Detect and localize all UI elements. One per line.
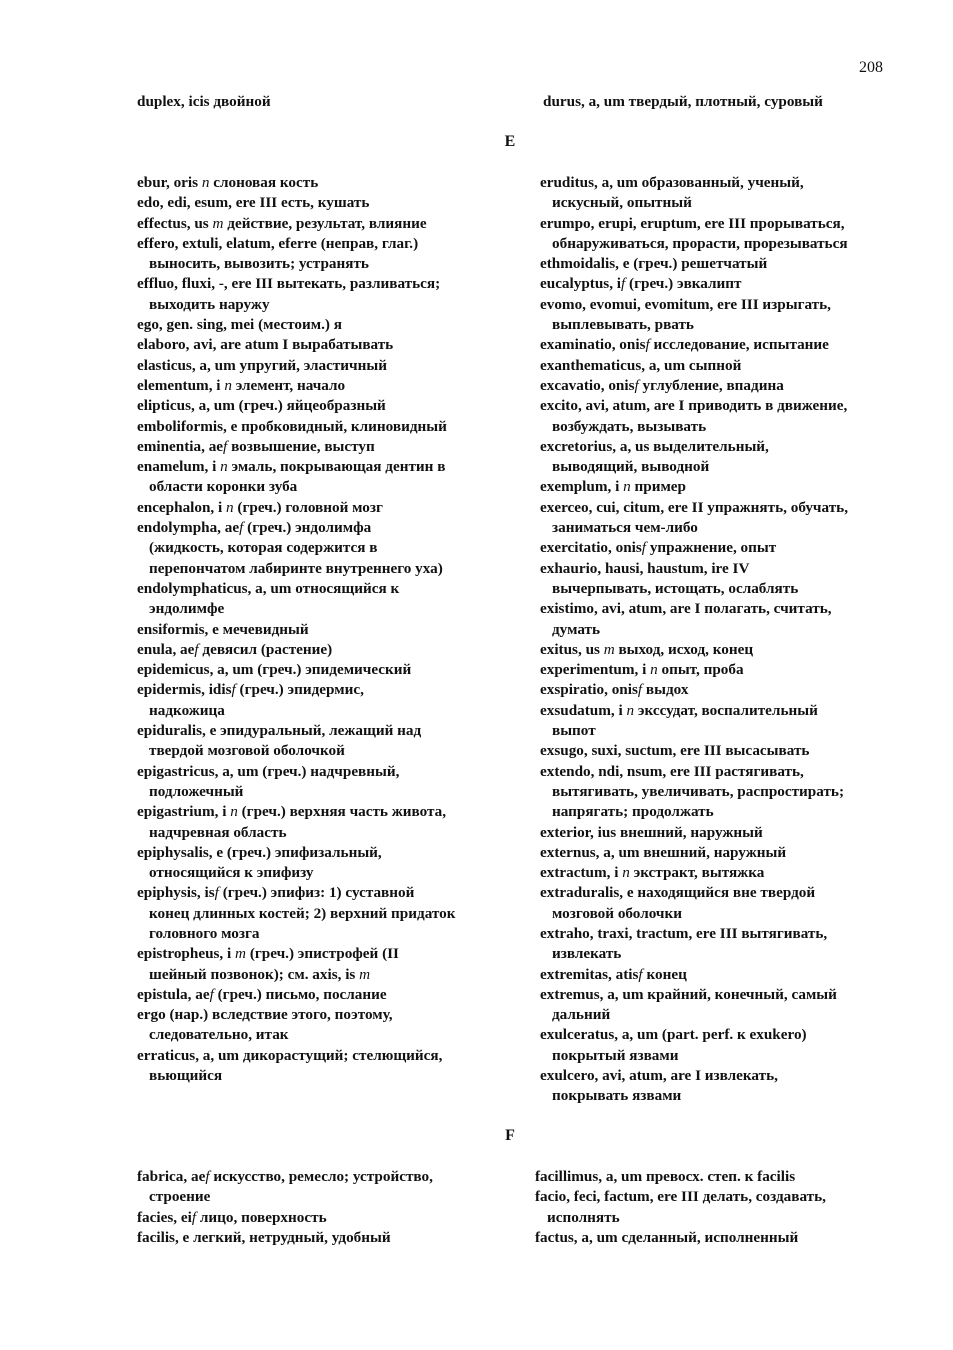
grammatical-gender: n [622,864,630,882]
dictionary-entry: exsugo, suxi, suctum, ere III высасывать [540,742,810,760]
dictionary-entry: factus, a, um сделанный, исполненный [535,1228,799,1246]
grammatical-gender: n [224,376,232,394]
grammatical-gender: n [201,174,210,191]
dictionary-entry: extraduralis, e находящийся вне твердой мозговой оболочки [540,883,900,924]
dictionary-entry: durus, a, um твердый, плотный, суровый [543,93,823,110]
dictionary-entry: exspiratio, onisf выдох [540,681,689,699]
dictionary-entry: epistula, aef (греч.) письмо, послание [137,985,387,1003]
dictionary-entry: exulceratus, a, um (part. perf. к exukero) покрытый язвами [540,1025,900,1066]
entry-continuation-line: строение [149,1188,211,1206]
dictionary-entry: exsudatum, i n экссудат, воспалительный выпот [540,701,900,742]
dictionary-entry: epiphysis, isf (греч.) эпифиз: 1) суставной конец длинных костей; 2) верхний придаток головного мозга [137,883,497,944]
dictionary-entry: eucalyptus, if (греч.) эвкалипт [540,275,742,293]
entry-continuation-line: покрытый язвами [552,1046,679,1064]
grammatical-gender: m [212,214,224,232]
dictionary-entry: ergo (нар.) вследствие этого, поэтому, следовательно, итак [137,1005,497,1046]
grammatical-gender: f [239,519,244,537]
dictionary-entry: encephalon, i n (греч.) головной мозг [137,498,383,516]
dictionary-entry: endolymphaticus, a, um относящийся к эндолимфе [137,579,497,620]
entry-continuation-line: покрывать язвами [552,1087,682,1105]
entry-continuation-line: дальний [552,1006,611,1024]
grammatical-gender: f [191,1208,197,1226]
entry-continuation-line: думать [552,620,601,638]
entry-continuation-line: вычерпывать, истощать, ослаблять [552,579,799,597]
dictionary-entry: effero, extuli, elatum, eferre (неправ, глаг.) выносить, вывозить; устранять [137,234,497,275]
page-number: 208 [859,59,883,76]
entry-continuation-line: головного мозга [149,924,260,942]
entry-continuation-line: возбуждать, вызывать [552,417,707,435]
grammatical-gender: f [621,275,626,293]
dictionary-entry: exulcero, avi, atum, are I извлекать, покрывать язвами [540,1066,900,1107]
entry-continuation-line: относящийся к эпифизу [149,864,314,882]
section-f-left-column [137,1167,497,1248]
grammatical-gender: f [637,681,643,699]
grammatical-gender: n [626,701,635,719]
dictionary-entry: erraticus, a, um дикорастущий; стелющийся, вьющийся [137,1046,497,1087]
dictionary-entry: eminentia, aef возвышение, выступ [137,437,375,455]
entry-continuation-line: искусный, опытный [552,194,692,212]
entry-continuation-line: перепончатом лабиринте внутреннего уха) [149,559,443,577]
dictionary-entry: epistropheus, i m (греч.) эпистрофей (II шейный позвонок); см. axis, is m [137,944,497,985]
dictionary-entry: eruditus, a, um образованный, ученый, искусный, опытный [540,173,900,214]
dictionary-entry: epidemicus, a, um (греч.) эпидемический [137,661,412,679]
dictionary-entry: exerceo, cui, citum, ere II упражнять, обучать, заниматься чем-либо [540,498,900,539]
grammatical-gender: f [209,985,214,1003]
dictionary-entry: exercitatio, onisf упражнение, опыт [540,539,777,557]
dictionary-entry: elasticus, a, um упругий, эластичный [137,356,387,374]
grammatical-gender: f [634,376,639,394]
dictionary-entry: elaboro, avi, are atum I вырабатывать [137,336,394,354]
top-right-entries [543,92,903,112]
entry-continuation-line: эндолимфе [149,600,225,618]
entry-continuation-line: напрягать; продолжать [552,803,714,821]
dictionary-entry: elipticus, a, um (греч.) яйцеобразный [137,397,386,415]
entry-continuation-line: конец длинных костей; 2) верхний придаток [149,904,456,922]
entry-continuation-line: исполнять [547,1208,620,1226]
grammatical-gender: n [650,661,658,679]
dictionary-entry: epigastricus, a, um (греч.) надчревный, подложечный [137,762,497,803]
dictionary-entry: ego, gen. sing, mei (местоим.) я [137,316,342,334]
grammatical-gender: f [205,1168,210,1185]
grammatical-gender: n [230,803,238,821]
dictionary-entry: fabrica, aef искусство, ремесло; устройство, строение [137,1167,497,1208]
dictionary-entry: ethmoidalis, e (греч.) решетчатый [540,255,768,273]
dictionary-entry: emboliformis, e пробковидный, клиновидный [137,417,447,435]
grammatical-gender: m [359,965,371,983]
dictionary-entry: exanthematicus, a, um сыпной [540,356,742,374]
dictionary-entry: evomo, evomui, evomitum, ere III изрыгать, выплевывать, рвать [540,295,900,336]
dictionary-entry: excavatio, onisf углубление, впадина [540,376,784,394]
dictionary-entry: facio, feci, factum, ere III делать, создавать, исполнять [535,1187,895,1228]
dictionary-entry: extremitas, atisf конец [540,965,687,983]
dictionary-entry: excito, avi, atum, are I приводить в движение, возбуждать, вызывать [540,396,900,437]
entry-continuation-line: твердой мозговой оболочкой [149,742,345,760]
dictionary-entry: effectus, us m действие, результат, влияние [137,214,427,232]
dictionary-entry: facilis, e легкий, нетрудный, удобный [137,1228,391,1246]
entry-continuation-line: выводящий, выводной [552,458,710,476]
entry-continuation-line: надкожица [149,701,225,719]
top-left-entries [137,92,497,112]
dictionary-entry: externus, a, um внешний, наружный [540,843,787,861]
dictionary-entry: extractum, i n экстракт, вытяжка [540,864,765,882]
dictionary-entry: effluo, fluxi, -, ere III вытекать, разливаться; выходить наружу [137,274,497,315]
dictionary-entry: examinatio, onisf исследование, испытание [540,336,829,354]
dictionary-entry: experimentum, i n опыт, проба [540,661,744,679]
dictionary-entry: elementum, i n элемент, начало [137,376,346,394]
dictionary-entry: edo, edi, esum, ere III есть, кушать [137,194,370,212]
entry-continuation-line: извлекать [552,945,622,963]
grammatical-gender: f [645,336,650,354]
entry-continuation-line: обнаруживаться, прорасти, прорезываться [552,234,848,252]
grammatical-gender: f [638,965,643,983]
grammatical-gender: f [231,681,236,699]
dictionary-entry: exterior, ius внешний, наружный [540,823,763,841]
dictionary-entry: facillimus, a, um превосх. степ. к facilis [535,1168,796,1185]
dictionary-entry: extendo, ndi, nsum, ere III растягивать, вытягивать, увеличивать, распростирать; напрягать; продолжать [540,762,900,823]
dictionary-entry: exitus, us m выход, исход, конец [540,640,754,658]
dictionary-entry: epiduralis, e эпидуральный, лежащий над твердой мозговой оболочкой [137,721,497,762]
section-e-left-column [137,173,497,1086]
entry-continuation-line: области коронки зуба [149,478,298,496]
dictionary-entry: erumpo, erupi, eruptum, ere III прорываться, обнаруживаться, прорасти, прорезываться [540,214,900,255]
grammatical-gender: n [220,458,228,476]
dictionary-entry: ebur, oris n слоновая кость [137,174,319,191]
grammatical-gender: f [223,437,228,455]
dictionary-entry: enamelum, i n эмаль, покрывающая дентин в области коронки зуба [137,457,497,498]
entry-continuation-line: шейный позвонок); см. axis, is m [149,965,371,983]
entry-continuation-line: выносить, вывозить; устранять [149,255,369,273]
dictionary-entry: facies, eif лицо, поверхность [137,1208,327,1226]
dictionary-entry: epidermis, idisf (греч.) эпидермис, надкожица [137,680,497,721]
grammatical-gender: m [603,640,615,658]
entry-continuation-line: выплевывать, рвать [552,316,694,334]
grammatical-gender: f [194,640,199,658]
dictionary-entry: epiphysalis, e (греч.) эпифизальный, относящийся к эпифизу [137,843,497,884]
grammatical-gender: f [214,884,219,902]
dictionary-entry: existimo, avi, atum, are I полагать, считать, думать [540,599,900,640]
entry-continuation-line: надчревная область [149,823,287,841]
dictionary-entry: excretorius, a, us выделительный, выводящий, выводной [540,437,900,478]
dictionary-entry: endolympha, aef (греч.) эндолимфа (жидкость, которая содержится в перепончатом лабиринте внутреннего уха) [137,518,497,579]
grammatical-gender: m [235,945,247,963]
entry-continuation-line: мозговой оболочки [552,904,682,922]
entry-continuation-line: выпот [552,722,596,740]
dictionary-entry: exemplum, i n пример [540,478,686,496]
section-letter-f: F [505,1127,515,1144]
entry-continuation-line: выходить наружу [149,295,270,313]
entry-continuation-line: следовательно, итак [149,1026,289,1044]
section-e-right-column [540,173,900,1107]
grammatical-gender: n [226,498,234,516]
dictionary-entry: duplex, icis двойной [137,93,271,110]
entry-continuation-line: вытягивать, увеличивать, распростирать; [552,782,845,800]
section-letter-e: E [504,133,516,150]
grammatical-gender: n [623,478,631,496]
section-f-right-column [535,1167,895,1248]
entry-continuation-line: заниматься чем-либо [552,519,698,537]
entry-continuation-line: подложечный [149,782,244,800]
dictionary-entry: exhaurio, hausi, haustum, ire IV вычерпывать, истощать, ослаблять [540,559,900,600]
dictionary-entry: epigastrium, i n (греч.) верхняя часть живота, надчревная область [137,802,497,843]
entry-continuation-line: (жидкость, которая содержится в [149,539,378,557]
dictionary-entry: extremus, a, um крайний, конечный, самый дальний [540,985,900,1026]
dictionary-entry: enula, aef девясил (растение) [137,640,333,658]
grammatical-gender: f [641,539,647,557]
entry-continuation-line: вьющийся [149,1067,223,1085]
dictionary-entry: ensiformis, e мечевидный [137,620,309,638]
dictionary-entry: extraho, traxi, tractum, ere III вытягивать, извлекать [540,924,900,965]
